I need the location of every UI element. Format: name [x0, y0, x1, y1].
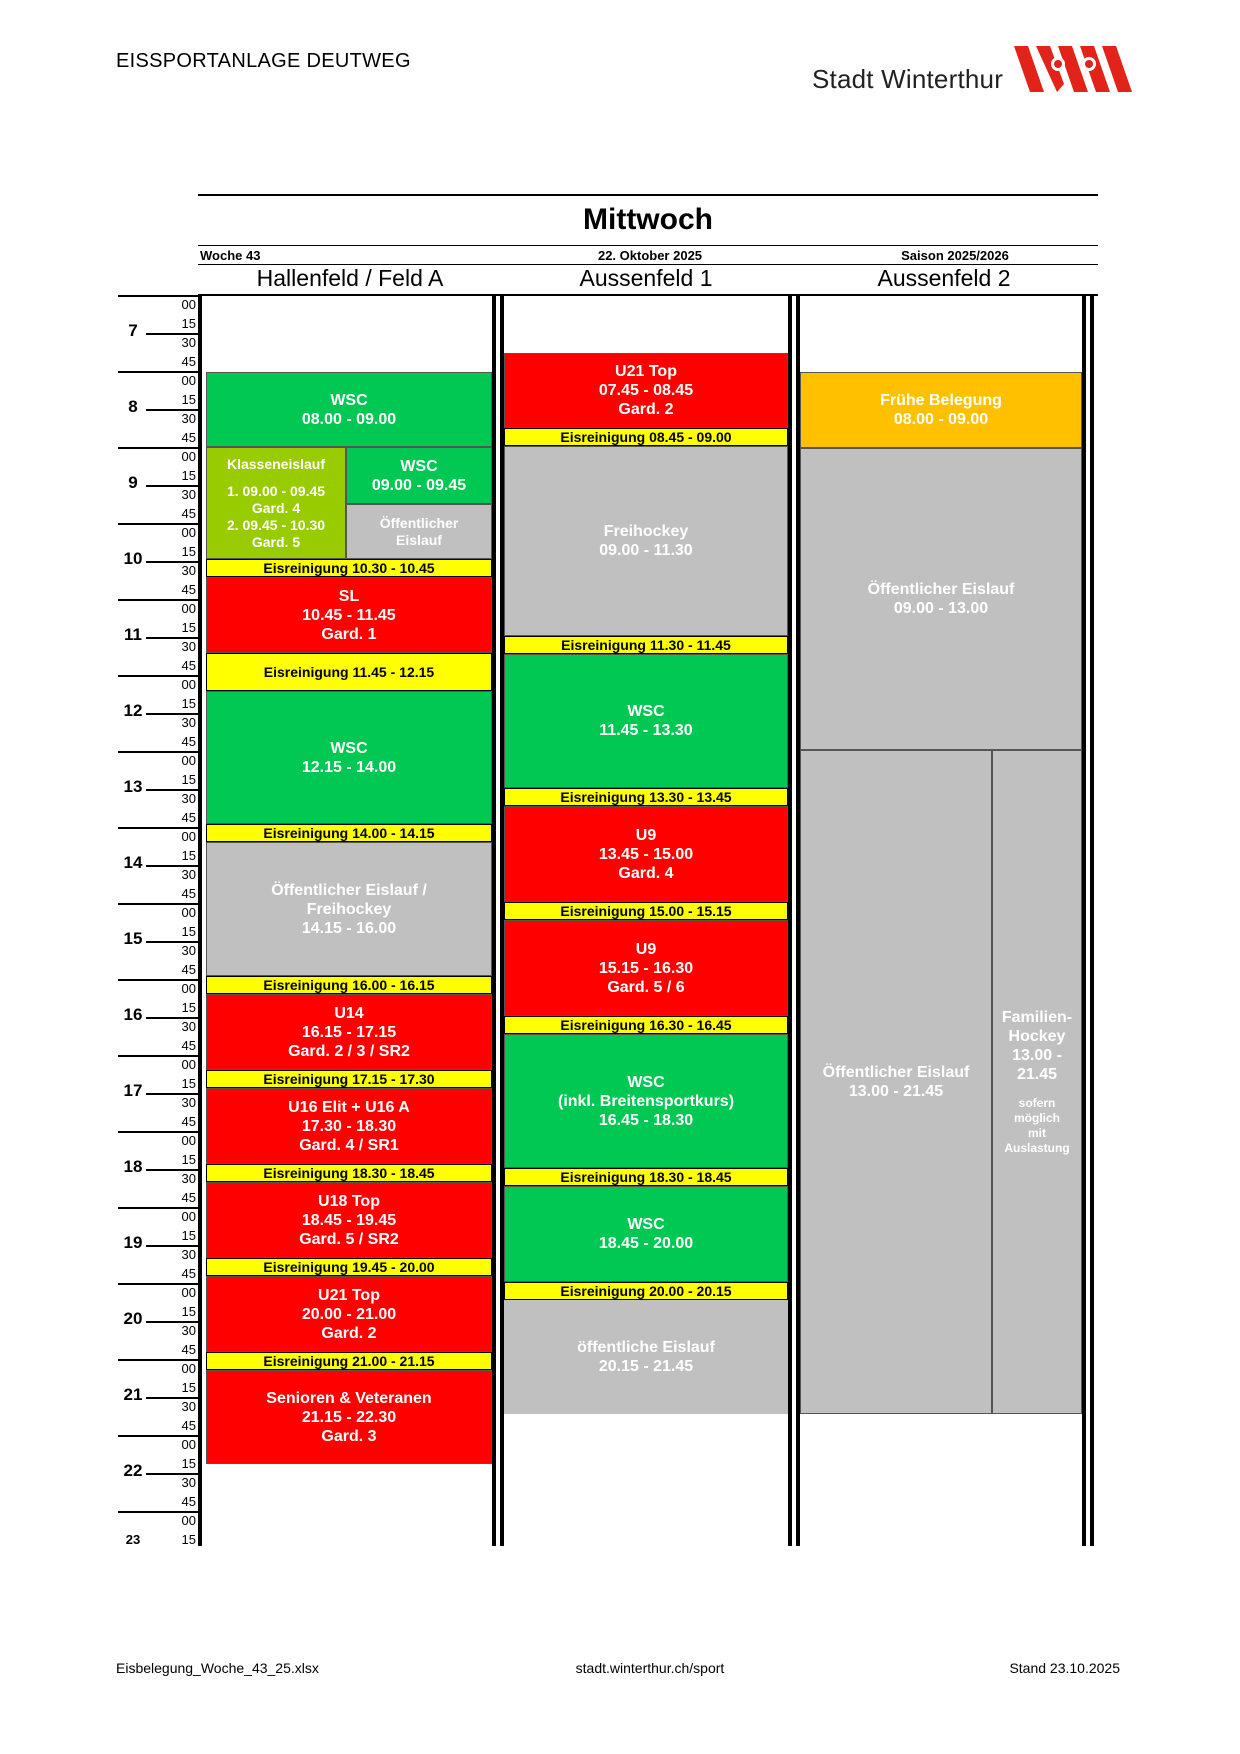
ice-cleaning[interactable] [206, 1352, 492, 1370]
cleaning-label: Eisreinigung 08.45 - 09.00 [560, 429, 732, 445]
minute-label: 15 [181, 1380, 196, 1395]
booking-time: 07.45 - 08.45 [598, 382, 694, 399]
field-header-2: Aussenfeld 2 [877, 265, 1011, 291]
minute-label: 45 [181, 1114, 196, 1129]
minute-label: 15 [181, 1532, 196, 1547]
minute-label: 15 [181, 468, 196, 483]
minute-label: 45 [181, 658, 196, 673]
minute-label: 00 [181, 1437, 196, 1452]
booking-time: 13.45 - 15.00 [598, 845, 694, 863]
cleaning-label: Eisreinigung 18.30 - 18.45 [263, 1165, 435, 1181]
minute-label: 45 [181, 354, 196, 369]
minute-label: 15 [181, 1228, 196, 1243]
minute-label: 00 [181, 1513, 196, 1528]
booking-freihockey[interactable] [504, 446, 788, 636]
minute-label: 15 [181, 772, 196, 787]
half-hour-tick [146, 1017, 198, 1019]
minute-label: 00 [181, 373, 196, 388]
minute-label: 30 [181, 1247, 196, 1262]
hour-label: 17 [123, 1081, 143, 1100]
minute-label: 30 [181, 1019, 196, 1034]
half-hour-tick [146, 1093, 198, 1095]
booking-u21[interactable] [504, 353, 788, 428]
field-header-1: Aussenfeld 1 [579, 265, 713, 291]
booking-room: Gard. 2 [618, 401, 674, 418]
booking-title: WSC [400, 457, 438, 475]
booking-title: U21 Top [318, 1286, 380, 1304]
booking-note: sofern [1018, 1096, 1056, 1110]
minute-label: 00 [181, 1133, 196, 1148]
booking-title: U21 Top [615, 363, 677, 380]
booking-title: WSC [627, 1073, 665, 1091]
hour-label: 13 [123, 777, 143, 796]
cleaning-label: Eisreinigung 11.45 - 12.15 [263, 664, 435, 680]
booking-public-skating[interactable] [800, 750, 992, 1414]
hour-label: 19 [123, 1233, 143, 1252]
hour-label: 18 [123, 1157, 143, 1176]
day-title: Mittwoch [583, 203, 713, 236]
booking-public-skating[interactable] [206, 842, 492, 976]
booking-title: WSC [330, 391, 368, 409]
winterthur-logo-icon [1014, 46, 1132, 96]
booking-room: Gard. 2 / 3 / SR2 [288, 1042, 410, 1060]
booking-time: 17.30 - 18.30 [301, 1117, 397, 1135]
minute-label: 15 [181, 544, 196, 559]
minute-label: 00 [181, 525, 196, 540]
booking-u9[interactable] [504, 806, 788, 902]
minute-label: 00 [181, 1057, 196, 1072]
minute-label: 15 [181, 696, 196, 711]
booking-wsc[interactable] [504, 1034, 788, 1168]
cleaning-label: Eisreinigung 13.30 - 13.45 [560, 789, 732, 805]
hour-label: 11 [124, 625, 142, 644]
field-header-a: Hallenfeld / Feld A [256, 265, 444, 291]
booking-title: Eislauf [396, 531, 442, 548]
booking-wsc[interactable] [206, 372, 492, 447]
booking-title: WSC [627, 703, 665, 720]
booking-public-skating[interactable] [504, 1300, 788, 1414]
booking-note: (inkl. Breitensportkurs) [557, 1092, 735, 1110]
booking-time: 16.45 - 18.30 [598, 1111, 694, 1129]
minute-label: 30 [181, 335, 196, 350]
ice-cleaning[interactable] [206, 1258, 492, 1276]
cleaning-label: Eisreinigung 18.30 - 18.45 [560, 1169, 732, 1185]
column-divider [1082, 296, 1086, 1546]
booking-u21[interactable] [206, 1276, 492, 1352]
ice-cleaning[interactable] [504, 1016, 788, 1034]
ice-cleaning[interactable] [504, 902, 788, 920]
minute-label: 15 [181, 620, 196, 635]
half-hour-tick [146, 1473, 198, 1475]
cleaning-label: Eisreinigung 15.00 - 15.15 [560, 903, 732, 919]
booking-title: Öffentlicher Eislauf [867, 581, 1015, 598]
cleaning-label: Eisreinigung 16.30 - 16.45 [560, 1017, 732, 1033]
ice-cleaning[interactable] [206, 1070, 492, 1088]
booking-title: U16 Elit + U16 A [288, 1098, 410, 1116]
title-top-rule [198, 194, 1098, 196]
minute-label: 45 [181, 962, 196, 977]
half-hour-tick [146, 409, 198, 411]
minute-label: 15 [181, 848, 196, 863]
half-hour-tick [146, 865, 198, 867]
booking-note: mit [1028, 1126, 1046, 1140]
minute-label: 30 [181, 411, 196, 426]
minute-label: 15 [181, 392, 196, 407]
hour-label: 10 [123, 549, 143, 568]
minute-label: 00 [181, 449, 196, 464]
booking-wsc[interactable] [504, 1186, 788, 1282]
minute-label: 30 [181, 563, 196, 578]
minute-label: 00 [181, 829, 196, 844]
minute-label: 00 [181, 677, 196, 692]
booking-title: U9 [635, 826, 657, 844]
minute-label: 45 [181, 1342, 196, 1357]
booking-title: U14 [334, 1004, 364, 1022]
minute-label: 15 [181, 1000, 196, 1015]
booking-time: 13.00 - 21.45 [848, 1083, 944, 1100]
booking-room: Gard. 5 [251, 533, 301, 550]
ice-cleaning[interactable] [504, 636, 788, 654]
hour-label: 7 [128, 321, 138, 340]
minute-label: 00 [181, 981, 196, 996]
footer-filename: Eisbelegung_Woche_43_25.xlsx [116, 1660, 319, 1676]
half-hour-tick [146, 789, 198, 791]
hour-label: 20 [123, 1309, 143, 1328]
minute-label: 30 [181, 1475, 196, 1490]
booking-time: 09.00 - 13.00 [893, 600, 989, 617]
booking-klasseneislauf[interactable] [206, 447, 346, 559]
booking-time: 21.45 [1016, 1066, 1058, 1083]
minute-label: 45 [181, 1190, 196, 1205]
logo-text: Stadt Winterthur [812, 64, 1004, 94]
booking-time: 20.00 - 21.00 [301, 1305, 397, 1323]
booking-time: 11.45 - 13.30 [599, 722, 693, 739]
booking-title: Freihockey [603, 523, 689, 540]
minute-label: 30 [181, 715, 196, 730]
minute-label: 30 [181, 791, 196, 806]
half-hour-tick [146, 1397, 198, 1399]
hour-label: 9 [128, 473, 138, 492]
booking-time: 20.15 - 21.45 [598, 1358, 694, 1375]
booking-note: Auslastung [1004, 1141, 1070, 1155]
booking-title: Öffentlicher Eislauf / [271, 881, 427, 899]
column-divider [788, 296, 792, 1546]
minute-label: 00 [181, 297, 196, 312]
minute-label: 45 [181, 886, 196, 901]
half-hour-tick [146, 333, 198, 335]
booking-time: 08.00 - 09.00 [893, 411, 989, 428]
booking-fruehe-belegung[interactable] [800, 372, 1082, 448]
ice-cleaning[interactable] [206, 559, 492, 577]
hour-label: 23 [125, 1532, 141, 1547]
booking-title: U18 Top [318, 1192, 380, 1210]
column-divider [1090, 296, 1094, 1546]
ice-cleaning[interactable] [206, 653, 492, 691]
booking-title: WSC [330, 739, 368, 757]
booking-time: 12.15 - 14.00 [301, 758, 397, 776]
footer-date: Stand 23.10.2025 [1009, 1660, 1120, 1676]
minute-label: 30 [181, 1095, 196, 1110]
hour-label: 8 [128, 397, 138, 416]
booking-time: 14.15 - 16.00 [301, 919, 397, 937]
minute-label: 15 [181, 1076, 196, 1091]
booking-time: 09.00 - 09.45 [371, 476, 467, 494]
booking-room: Gard. 5 / SR2 [299, 1230, 399, 1248]
ice-cleaning[interactable] [504, 1168, 788, 1186]
hour-label: 12 [123, 701, 143, 720]
half-hour-tick [146, 713, 198, 715]
hour-label: 14 [123, 853, 143, 872]
booking-title: SL [338, 587, 360, 605]
ice-cleaning[interactable] [504, 1282, 788, 1300]
booking-time: 10.45 - 11.45 [302, 606, 396, 624]
minute-label: 00 [181, 1209, 196, 1224]
hour-label: 22 [123, 1461, 143, 1480]
minute-label: 45 [181, 734, 196, 749]
cleaning-label: Eisreinigung 14.00 - 14.15 [263, 825, 435, 841]
column-divider [492, 296, 496, 1546]
minute-label: 30 [181, 487, 196, 502]
minute-label: 45 [181, 1266, 196, 1281]
booking-time: 21.15 - 22.30 [301, 1408, 397, 1426]
footer-url[interactable]: stadt.winterthur.ch/sport [575, 1660, 725, 1676]
booking-room: Gard. 4 [618, 864, 674, 882]
minute-label: 45 [181, 810, 196, 825]
ice-cleaning[interactable] [504, 788, 788, 806]
booking-title: Familien- [1001, 1009, 1073, 1026]
booking-familien-hockey[interactable] [992, 750, 1082, 1414]
booking-time: 2. 09.45 - 10.30 [226, 516, 326, 533]
cleaning-label: Eisreinigung 17.15 - 17.30 [263, 1071, 435, 1087]
half-hour-tick [146, 1245, 198, 1247]
hour-label: 16 [123, 1005, 143, 1024]
booking-u9[interactable] [504, 920, 788, 1016]
minute-label: 30 [181, 1399, 196, 1414]
booking-time: 09.00 - 11.30 [599, 542, 693, 559]
half-hour-tick [146, 637, 198, 639]
hour-label: 21 [123, 1385, 143, 1404]
half-hour-tick [146, 485, 198, 487]
week-label: Woche 43 [200, 248, 261, 263]
booking-room: Gard. 4 [251, 499, 301, 516]
booking-title: Hockey [1008, 1028, 1066, 1045]
booking-room: Gard. 2 [321, 1324, 377, 1342]
minute-label: 30 [181, 1323, 196, 1338]
ice-cleaning[interactable] [206, 1164, 492, 1182]
booking-title: Freihockey [306, 900, 392, 918]
booking-senioren[interactable] [206, 1370, 492, 1464]
half-hour-tick [146, 561, 198, 563]
booking-wsc[interactable] [504, 654, 788, 788]
minute-label: 30 [181, 867, 196, 882]
booking-time: 13.00 - [1012, 1047, 1062, 1064]
date-label: 22. Oktober 2025 [597, 248, 703, 263]
booking-room: Gard. 1 [321, 625, 377, 643]
cleaning-label: Eisreinigung 19.45 - 20.00 [263, 1259, 435, 1275]
minute-label: 00 [181, 1285, 196, 1300]
grid-top-rule [198, 294, 1098, 296]
half-hour-tick [146, 1169, 198, 1171]
booking-title: Klasseneislauf [226, 455, 326, 472]
ice-cleaning[interactable] [206, 824, 492, 842]
booking-u18[interactable] [206, 1182, 492, 1258]
minute-label: 15 [181, 316, 196, 331]
ice-cleaning[interactable] [504, 428, 788, 446]
minute-label: 30 [181, 1171, 196, 1186]
booking-u16[interactable] [206, 1088, 492, 1164]
minute-label: 30 [181, 943, 196, 958]
booking-wsc[interactable] [206, 691, 492, 824]
minute-label: 45 [181, 1494, 196, 1509]
booking-title: öffentliche Eislauf [577, 1339, 715, 1356]
cleaning-label: Eisreinigung 16.00 - 16.15 [263, 977, 435, 993]
booking-public-skating[interactable] [800, 448, 1082, 750]
minute-label: 30 [181, 639, 196, 654]
minute-label: 45 [181, 1038, 196, 1053]
booking-title: Öffentlicher Eislauf [822, 1064, 970, 1081]
booking-sl[interactable] [206, 577, 492, 653]
booking-time: 15.15 - 16.30 [598, 959, 694, 977]
cleaning-label: Eisreinigung 20.00 - 20.15 [560, 1283, 732, 1299]
booking-time: 1. 09.00 - 09.45 [226, 482, 326, 499]
cleaning-label: Eisreinigung 11.30 - 11.45 [561, 637, 731, 653]
booking-time: 18.45 - 20.00 [598, 1235, 694, 1252]
minute-label: 15 [181, 1304, 196, 1319]
minute-label: 45 [181, 506, 196, 521]
minute-label: 00 [181, 1361, 196, 1376]
minute-label: 00 [181, 753, 196, 768]
booking-title: U9 [635, 940, 657, 958]
hour-label: 15 [123, 929, 143, 948]
minute-label: 00 [181, 905, 196, 920]
minute-label: 15 [181, 1152, 196, 1167]
minute-label: 00 [181, 601, 196, 616]
booking-note: möglich [1013, 1111, 1060, 1125]
meta-top-rule [198, 245, 1098, 246]
half-hour-tick [146, 1321, 198, 1323]
half-hour-tick [146, 941, 198, 943]
booking-room: Gard. 3 [321, 1427, 377, 1445]
booking-time: 18.45 - 19.45 [301, 1211, 397, 1229]
column-divider [198, 296, 202, 1546]
season-label: Saison 2025/2026 [901, 248, 1009, 263]
booking-time: 16.15 - 17.15 [301, 1023, 397, 1041]
minute-label: 45 [181, 582, 196, 597]
minute-label: 15 [181, 1456, 196, 1471]
minute-label: 45 [181, 1418, 196, 1433]
booking-u14[interactable] [206, 994, 492, 1070]
facility-title: EISSPORTANLAGE DEUTWEG [116, 50, 411, 72]
city-logo [812, 46, 1132, 98]
ice-cleaning[interactable] [206, 976, 492, 994]
booking-public-skating[interactable] [346, 504, 492, 559]
minute-label: 15 [181, 924, 196, 939]
minute-label: 45 [181, 430, 196, 445]
booking-room: Gard. 4 / SR1 [299, 1136, 399, 1154]
cleaning-label: Eisreinigung 21.00 - 21.15 [263, 1353, 435, 1369]
booking-title: Senioren & Veteranen [266, 1389, 432, 1407]
booking-title: Frühe Belegung [880, 392, 1002, 409]
booking-wsc[interactable] [346, 447, 492, 504]
booking-time: 08.00 - 09.00 [301, 410, 397, 428]
booking-title: WSC [627, 1216, 665, 1233]
cleaning-label: Eisreinigung 10.30 - 10.45 [263, 560, 435, 576]
booking-room: Gard. 5 / 6 [607, 978, 685, 996]
booking-title: Öffentlicher [379, 514, 459, 531]
